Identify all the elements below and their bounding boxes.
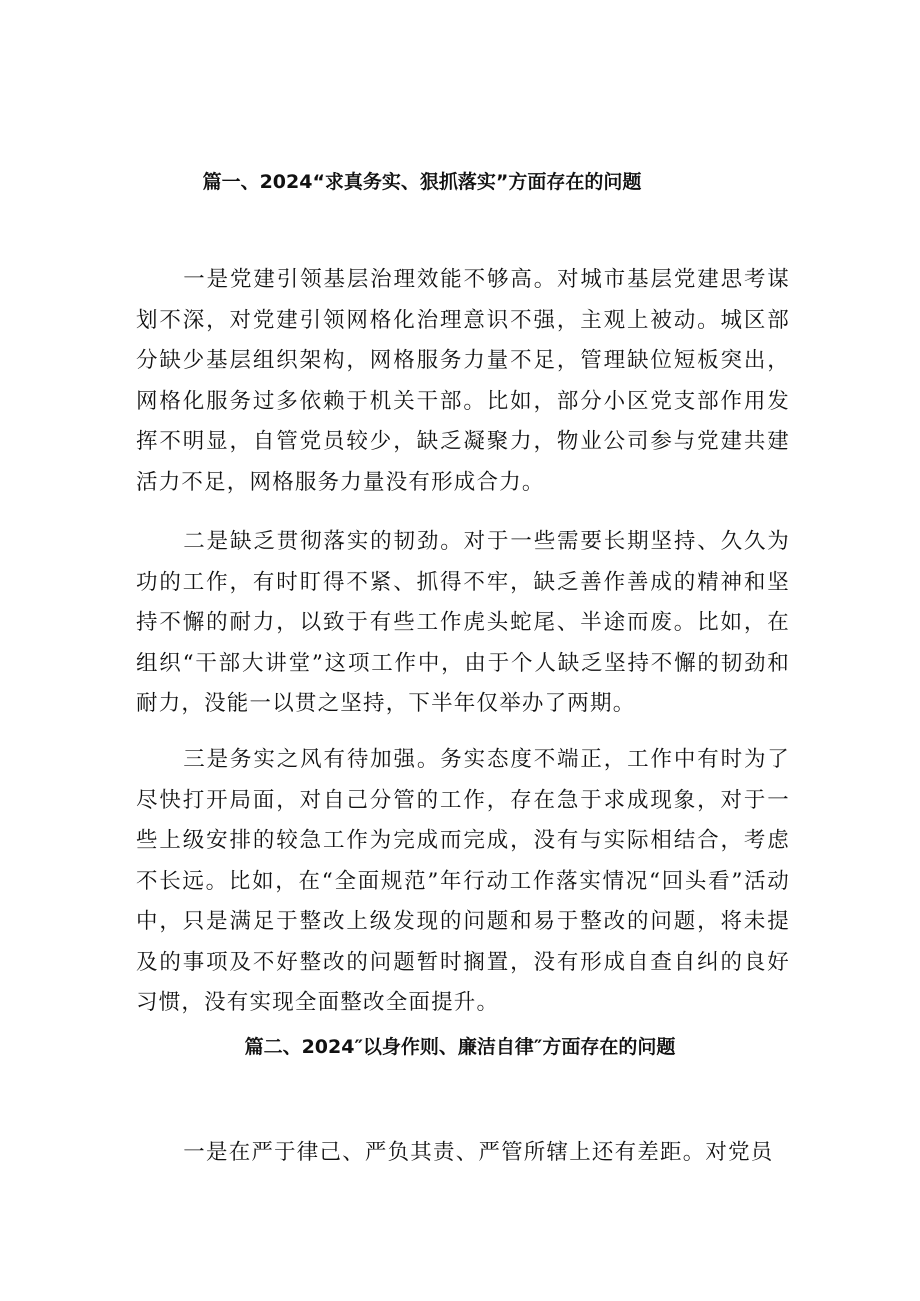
- section-1-paragraph-3: 三是务实之风有待加强。务实态度不端正，工作中有时为了尽快打开局面，对自己分管的工作，存在急于求成现象，对于一些上级安排的较急工作为完成而完成，没有与实际相结合，考虑不长远。比如，在“全面规范”年行动工作落实情况“回头看”活动中，只是满足于整改上级发现的问题和易于整改的问题，将未提及的事项及不好整改的问题暂时搁置，没有形成自查自纠的良好习惯，没有实现全面整改全面提升。: [136, 747, 790, 1015]
- section-1-title: 篇一、2024“求真务实、狠抓落实”方面存在的问题: [202, 171, 642, 193]
- section-1-paragraph-1: 一是党建引领基层治理效能不够高。对城市基层党建思考谋划不深，对党建引领网格化治理意识不强，主观上被动。城区部分缺少基层组织架构，网格服务力量不足，管理缺位短板突出，网格化服务过多依赖于机关干部。比如，部分小区党支部作用发挥不明显，自管党员较少，缺乏凝聚力，物业公司参与党建共建活力不足，网格服务力量没有形成合力。: [136, 267, 790, 495]
- section-2-paragraph-1: 一是在严于律己、严负其责、严管所辖上还有差距。对党员: [183, 1140, 774, 1165]
- section-2-title: 篇二、2024″以身作则、廉洁自律″方面存在的问题: [244, 1036, 676, 1058]
- section-1-paragraph-2: 二是缺乏贯彻落实的韧劲。对于一些需要长期坚持、久久为功的工作，有时盯得不紧、抓得不牢，缺乏善作善成的精神和坚持不懈的耐力，以致于有些工作虎头蛇尾、半途而废。比如，在组织“干部大讲堂”这项工作中，由于个人缺乏坚持不懈的韧劲和耐力，没能一以贯之坚持，下半年仅举办了两期。: [136, 529, 790, 716]
